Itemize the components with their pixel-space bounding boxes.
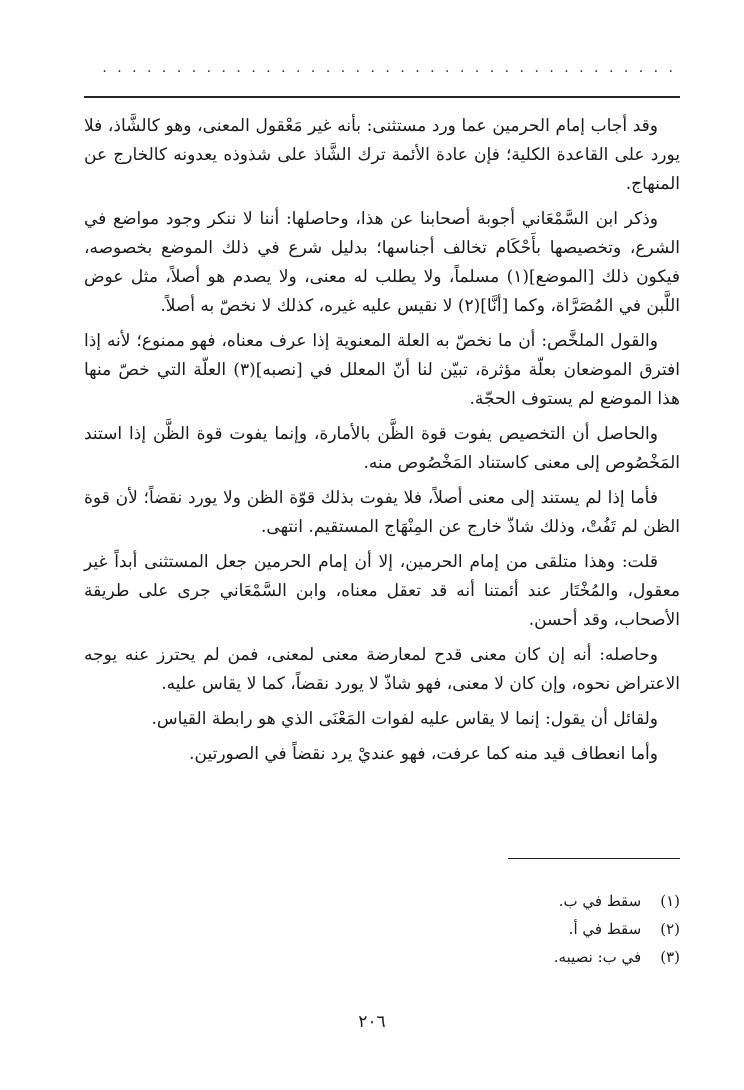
footnote-number: (١) bbox=[660, 892, 680, 910]
header-rule bbox=[84, 96, 680, 98]
footnote-text: سقط في أ. bbox=[568, 920, 642, 938]
paragraph: والحاصل أن التخصيص يفوت قوة الظَّن بالأمارة، وإنما يفوت قوة الظَّن إذا استند المَخْصُوص إلى معنى كاستناد المَخْصُوص منه. bbox=[84, 424, 680, 473]
paragraph: ولقائل أن يقول: إنما لا يقاس عليه لفوات المَعْنَى الذي هو رابطة القياس. bbox=[151, 709, 658, 729]
header-ellipsis: · · · · · · · · · · · · · · · · · · · · · · · · · · · · · · · · · · · · · · · bbox=[102, 64, 676, 80]
paragraph: فأما إذا لم يستند إلى معنى أصلاً، فلا يفوت بذلك قوّة الظن ولا يورد نقضاً؛ لأن قوة الظن لم تَفُتْ، وذلك شاذّ خارج عن المِنْهَاج المستقيم. انتهى. bbox=[84, 488, 680, 537]
footnote-item bbox=[84, 944, 680, 970]
paragraph: وقد أجاب إمام الحرمين عما ورد مستثنى: بأنه غير مَعْقول المعنى، وهو كالشَّاذ، فلا يورد على القاعدة الكلية؛ فإن عادة الأئمة ترك الشَّاذ على شذوذه يعدونه كالخارج عن المنهاج. bbox=[84, 116, 680, 194]
footnote-text: سقط في ب. bbox=[558, 892, 642, 910]
paragraph: قلت: وهذا متلقى من إمام الحرمين، إلا أن إمام الحرمين جعل المستثنى أبداً غير معقول، والمُخْتَار عند أئمتنا أنه قد تعقل معناه، وابن السَّمْعَاني جرى على طريقة الأصحاب، وقد أحسن. bbox=[84, 552, 680, 630]
paragraph: وحاصله: أنه إن كان معنى قدح لمعارضة معنى لمعنى، فمن لم يحترز عنه يوجه الاعتراض نحوه، وإن كان لا معنى، فهو شاذّ لا يورد نقضاً، كما لا يقاس عليه. bbox=[84, 645, 680, 694]
page-number: ٢٠٦ bbox=[358, 1012, 386, 1032]
paragraph: وذكر ابن السَّمْعَاني أجوبة أصحابنا عن هذا، وحاصلها: أننا لا ننكر وجود مواضع في الشرع، وتخصيصها بأَحْكَام تخالف أجناسها؛ بدليل شرع في ذلك الموضع بخصوصه، فيكون ذلك [الموضع](١) مسلماً، ولا يطلب له معنى، ولا يصدم هو أصلاً، مثل عوض اللَّبن في المُصَرَّاة، وكما [أنَّا](٢) لا نقيس عليه غيره، كذلك لا نخصّ به أصلاً. bbox=[84, 209, 680, 316]
footnote-text: في ب: نصيبه. bbox=[553, 948, 642, 966]
main-text bbox=[84, 112, 680, 775]
paragraph: والقول الملخَّص: أن ما نخصّ به العلة المعنوية إذا عرف معناه، فهو ممنوع؛ لأنه إذا افترق الموضعان بعلّة مؤثرة، تبيّن لنا أنّ المعلل في [نصبه](٣) العلّة التي خصّ منها هذا الموضع لم يستوف الحجّة. bbox=[84, 331, 680, 409]
footnotes bbox=[84, 888, 680, 972]
footnote-item bbox=[84, 888, 680, 914]
footnote-number: (٢) bbox=[660, 920, 680, 938]
footnote-item bbox=[84, 916, 680, 942]
paragraph: وأما انعطاف قيد منه كما عرفت، فهو عنديْ يرد نقضاً في الصورتين. bbox=[189, 744, 658, 764]
footnote-number: (٣) bbox=[660, 948, 680, 966]
footnote-separator bbox=[508, 858, 680, 859]
